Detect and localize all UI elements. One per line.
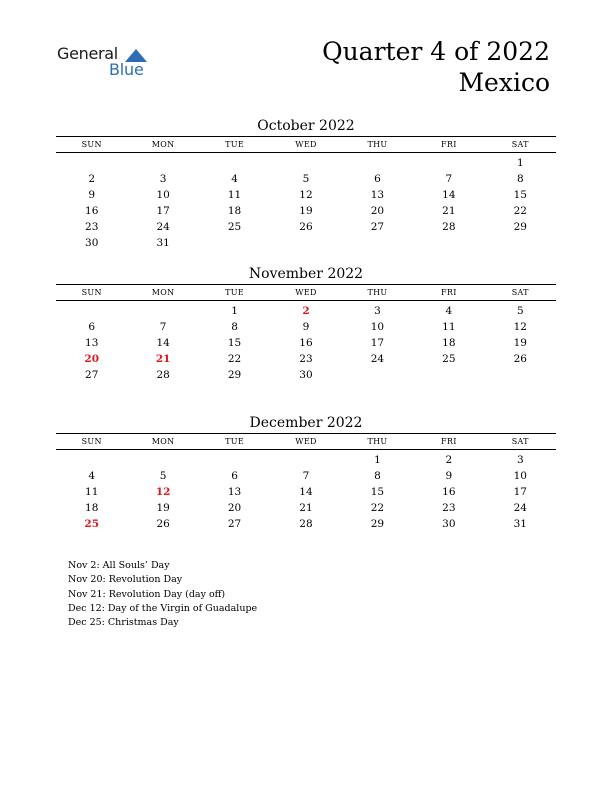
weekday-thu: THU [367,288,388,297]
day-cell: 5 [516,305,524,317]
day-cell: 4 [88,470,96,482]
week-row [56,335,556,351]
day-cell: 25 [442,353,456,365]
week-row [56,171,556,187]
day-cell: 19 [299,205,313,217]
day-cell: 26 [299,221,313,233]
day-cell: 21 [442,205,456,217]
day-cell: 7 [302,470,310,482]
week-row [56,500,556,516]
day-cell: 2 [445,454,453,466]
day-cell: 14 [442,189,456,201]
country-title: Mexico [458,68,550,97]
weekday-sun: SUN [81,140,102,149]
empty-day-cell [56,155,127,171]
weekday-wed: WED [295,288,317,297]
day-cell: 19 [156,502,170,514]
empty-day-cell [413,367,484,383]
day-cell: 11 [442,321,456,333]
day-cell: 24 [370,353,385,365]
day-cell: 16 [85,205,99,217]
day-cell: 17 [513,486,527,498]
day-cell: 6 [231,470,238,482]
day-cell: 28 [299,518,313,530]
day-cell: 20 [227,502,242,514]
weekday-wed: WED [295,140,317,149]
weekday-mon: MON [151,288,175,297]
weekday-sat: SAT [511,288,529,297]
day-cell: 26 [513,353,527,365]
day-cell: 29 [370,518,385,530]
day-cell: 30 [442,518,456,530]
day-cell: 17 [156,205,170,217]
empty-day-cell [270,235,341,251]
page-title [322,36,550,98]
day-cell: 5 [302,173,310,185]
day-cell: 12 [513,321,527,333]
day-cell: 15 [370,486,385,498]
day-cell: 24 [156,221,170,233]
holiday-day-cell: 2 [302,305,310,317]
day-cell: 27 [85,369,99,381]
day-cell: 29 [513,221,527,233]
empty-day-cell [199,452,270,468]
day-cell: 12 [299,189,313,201]
month-december [56,413,556,532]
logo-general-text: General [57,44,118,63]
month-title: October 2022 [257,118,355,134]
week-row [56,484,556,500]
month-november [56,264,556,383]
week-row [56,155,556,171]
week-row [56,203,556,219]
week-row [56,219,556,235]
day-cell: 15 [513,189,527,201]
month-weeks [56,155,556,251]
day-cell: 3 [374,305,381,317]
day-cell: 3 [516,454,524,466]
empty-day-cell [342,235,413,251]
holiday-note: Dec 12: Day of the Virgin of Guadalupe [68,602,258,614]
month-weeks [56,303,556,383]
day-cell: 10 [513,470,527,482]
day-cell: 6 [374,173,381,185]
holiday-note: Dec 25: Christmas Day [68,617,179,629]
empty-day-cell [56,452,127,468]
day-cell: 22 [513,205,527,217]
day-cell: 9 [88,189,96,201]
day-cell: 4 [445,305,453,317]
day-cell: 7 [159,321,167,333]
day-cell: 10 [370,321,385,333]
day-cell: 5 [159,470,167,482]
week-row [56,235,556,251]
day-cell: 1 [374,454,381,466]
weekday-header [56,433,556,450]
weekday-sun: SUN [81,288,102,297]
empty-day-cell [199,155,270,171]
empty-day-cell [270,155,341,171]
weekday-fri: FRI [441,437,457,446]
week-row [56,187,556,203]
holiday-note: Nov 21: Revolution Day (day off) [68,588,226,600]
empty-day-cell [270,452,341,468]
week-row [56,303,556,319]
day-cell: 16 [442,486,456,498]
weekday-sat: SAT [511,437,529,446]
day-cell: 9 [445,470,453,482]
weekday-header [56,284,556,301]
day-cell: 28 [156,369,170,381]
weekday-thu: THU [367,437,388,446]
day-cell: 31 [156,237,170,249]
day-cell: 11 [85,486,99,498]
day-cell: 28 [442,221,456,233]
month-title: November 2022 [248,266,364,282]
empty-day-cell [56,303,127,319]
week-row [56,468,556,484]
logo-blue-text: Blue [109,60,144,79]
weekday-fri: FRI [441,140,457,149]
week-row [56,452,556,468]
day-cell: 2 [88,173,96,185]
day-cell: 8 [374,470,381,482]
day-cell: 19 [513,337,527,349]
holiday-day-cell: 20 [84,353,100,365]
day-cell: 4 [231,173,238,185]
week-row [56,516,556,532]
day-cell: 8 [516,173,524,185]
weekday-tue: TUE [225,288,244,297]
month-title: December 2022 [249,415,363,431]
day-cell: 30 [299,369,313,381]
day-cell: 23 [299,353,313,365]
day-cell: 14 [299,486,313,498]
holiday-note: Nov 2: All Souls’ Day [68,560,170,571]
empty-day-cell [342,155,413,171]
day-cell: 30 [85,237,99,249]
weekday-sun: SUN [81,437,102,446]
weekday-sat: SAT [511,140,529,149]
day-cell: 15 [227,337,242,349]
empty-day-cell [485,367,556,383]
day-cell: 13 [370,189,385,201]
week-row [56,351,556,367]
empty-day-cell [413,155,484,171]
empty-day-cell [485,235,556,251]
week-row [56,367,556,383]
holiday-day-cell: 21 [155,353,171,365]
empty-day-cell [127,303,198,319]
generalblue-logo [57,44,157,84]
empty-day-cell [413,235,484,251]
day-cell: 1 [231,305,238,317]
day-cell: 27 [370,221,385,233]
day-cell: 1 [516,157,524,169]
day-cell: 8 [231,321,238,333]
day-cell: 18 [227,205,242,217]
empty-day-cell [127,155,198,171]
quarter-title: Quarter 4 of 2022 [322,37,550,66]
day-cell: 10 [156,189,170,201]
weekday-header [56,136,556,153]
month-october [56,116,556,251]
week-row [56,319,556,335]
day-cell: 18 [85,502,99,514]
day-cell: 23 [85,221,99,233]
weekday-mon: MON [151,437,175,446]
day-cell: 13 [85,337,99,349]
day-cell: 18 [442,337,456,349]
day-cell: 22 [227,353,242,365]
holiday-note: Nov 20: Revolution Day [68,574,183,586]
weekday-fri: FRI [441,288,457,297]
day-cell: 3 [159,173,167,185]
weekday-mon: MON [151,140,175,149]
day-cell: 31 [513,518,527,530]
holiday-list [68,559,257,630]
month-weeks [56,452,556,532]
day-cell: 16 [299,337,313,349]
day-cell: 13 [227,486,242,498]
weekday-wed: WED [295,437,317,446]
day-cell: 20 [370,205,385,217]
holiday-day-cell: 12 [155,486,171,498]
weekday-thu: THU [367,140,388,149]
weekday-tue: TUE [225,437,244,446]
day-cell: 17 [370,337,385,349]
day-cell: 26 [156,518,170,530]
day-cell: 22 [370,502,385,514]
day-cell: 24 [513,502,527,514]
day-cell: 25 [227,221,242,233]
day-cell: 27 [227,518,242,530]
day-cell: 29 [227,369,242,381]
empty-day-cell [342,367,413,383]
day-cell: 21 [299,502,313,514]
day-cell: 7 [445,173,453,185]
day-cell: 23 [442,502,456,514]
day-cell: 9 [302,321,310,333]
day-cell: 11 [227,189,242,201]
weekday-tue: TUE [225,140,244,149]
empty-day-cell [127,452,198,468]
holiday-day-cell: 25 [84,518,100,530]
empty-day-cell [199,235,270,251]
day-cell: 14 [156,337,170,349]
day-cell: 6 [88,321,96,333]
